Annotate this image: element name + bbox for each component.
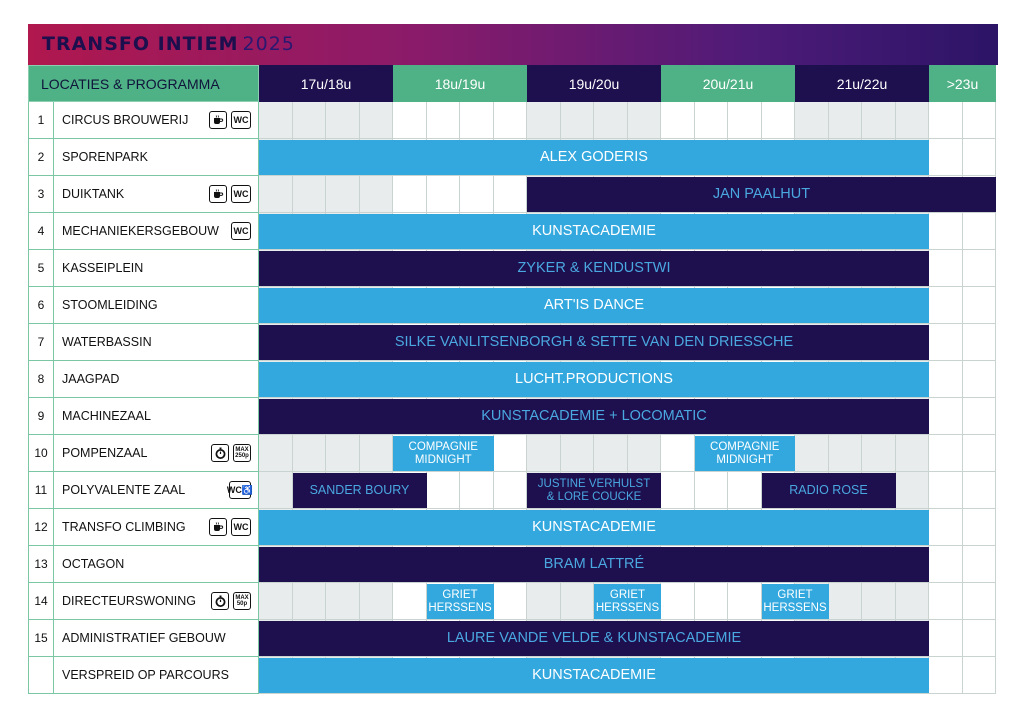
time-cell (963, 583, 997, 620)
time-cell (929, 324, 963, 361)
location-name (54, 324, 259, 361)
time-cell (494, 102, 528, 139)
event-title: KUNSTACADEMIE (532, 222, 656, 239)
time-cell (561, 102, 595, 139)
time-cell (561, 435, 595, 472)
time-cell (360, 102, 394, 139)
time-cell (963, 398, 997, 435)
row-number (28, 657, 54, 694)
event-block[interactable] (527, 177, 996, 212)
time-cell (795, 102, 829, 139)
facility-icons (209, 518, 251, 536)
time-cell (896, 583, 930, 620)
time-cell (259, 472, 293, 509)
time-cell (963, 324, 997, 361)
event-title: ZYKER & KENDUSTWI (517, 259, 671, 276)
time-cell (963, 213, 997, 250)
location-label: POMPENZAAL (62, 446, 148, 460)
location-label: KASSEIPLEIN (62, 261, 144, 275)
location-label: TRANSFO CLIMBING (62, 520, 186, 534)
time-cell (929, 139, 963, 176)
event-block[interactable] (259, 547, 929, 582)
facility-icons (209, 111, 251, 129)
facility-icons (209, 185, 251, 203)
time-cell (561, 583, 595, 620)
row-number: 15 (28, 620, 54, 657)
time-cell (963, 102, 997, 139)
time-cell (527, 435, 561, 472)
location-name (54, 250, 259, 287)
time-cell (494, 176, 528, 213)
event-title: GRIET HERSSENS (428, 589, 492, 614)
row-number: 12 (28, 509, 54, 546)
time-cell (594, 102, 628, 139)
location-label: CIRCUS BROUWERIJ (62, 113, 189, 127)
event-block[interactable] (259, 251, 929, 286)
time-cell (695, 472, 729, 509)
coffee-cup-icon (209, 518, 227, 536)
location-label: POLYVALENTE ZAAL (62, 483, 186, 497)
time-cell (427, 176, 461, 213)
row-number: 2 (28, 139, 54, 176)
time-cell (963, 546, 997, 583)
facility-icons (231, 222, 251, 240)
time-cell (929, 287, 963, 324)
row-number: 3 (28, 176, 54, 213)
time-cell (963, 250, 997, 287)
time-cell (963, 361, 997, 398)
locations-header: LOCATIES & PROGRAMMA (28, 65, 259, 102)
time-cell (963, 287, 997, 324)
wc-icon: WC (231, 185, 251, 203)
time-slot-header: 17u/18u (259, 65, 393, 102)
time-cell (393, 583, 427, 620)
time-cell (259, 176, 293, 213)
time-cell (963, 435, 997, 472)
wc-accessible-icon: WC♿ (229, 481, 251, 499)
time-cell (695, 583, 729, 620)
event-title: KUNSTACADEMIE (532, 666, 656, 683)
time-cell (293, 176, 327, 213)
event-title: BRAM LATTRÉ (543, 555, 645, 572)
location-name (54, 361, 259, 398)
time-cell (293, 435, 327, 472)
time-cell (628, 102, 662, 139)
row-number: 8 (28, 361, 54, 398)
wc-icon: WC (231, 518, 251, 536)
time-cell (963, 472, 997, 509)
location-name (54, 102, 259, 139)
time-cell (393, 176, 427, 213)
event-block[interactable] (259, 621, 929, 656)
event-title: ART'IS DANCE (544, 296, 644, 313)
time-cell (427, 102, 461, 139)
time-cell (929, 620, 963, 657)
time-cell (695, 102, 729, 139)
facility-icons (226, 481, 254, 499)
time-cell (661, 435, 695, 472)
event-block[interactable] (259, 658, 929, 693)
event-block[interactable] (259, 399, 929, 434)
row-number: 5 (28, 250, 54, 287)
time-cell (795, 435, 829, 472)
location-name (54, 657, 259, 694)
time-cell (661, 472, 695, 509)
time-cell (360, 435, 394, 472)
time-cell (326, 583, 360, 620)
time-cell (829, 102, 863, 139)
wc-icon: WC (231, 111, 251, 129)
row-number: 11 (28, 472, 54, 509)
time-slot-header: 20u/21u (661, 65, 795, 102)
time-slot-header: 19u/20u (527, 65, 661, 102)
time-cell (829, 583, 863, 620)
stopwatch-icon (211, 444, 229, 462)
event-block[interactable] (293, 473, 427, 508)
time-cell (259, 102, 293, 139)
location-name (54, 287, 259, 324)
location-name (54, 435, 259, 472)
time-cell (862, 435, 896, 472)
location-label: JAAGPAD (62, 372, 120, 386)
time-cell (862, 583, 896, 620)
event-title: GRIET HERSSENS (595, 589, 660, 614)
event-block[interactable] (427, 584, 494, 619)
location-label: DIRECTEURSWONING (62, 594, 197, 608)
location-name (54, 509, 259, 546)
time-cell (427, 472, 461, 509)
max-capacity-50-icon: MAX 50p (233, 592, 251, 610)
location-label: STOOMLEIDING (62, 298, 158, 312)
event-block[interactable] (762, 473, 896, 508)
location-name (54, 176, 259, 213)
event-title: GRIET HERSSENS (763, 589, 827, 614)
wc-icon: WC (231, 222, 251, 240)
location-name (54, 139, 259, 176)
event-title: LAURE VANDE VELDE & KUNSTACADEMIE (446, 629, 742, 646)
time-cell (259, 583, 293, 620)
time-cell (829, 435, 863, 472)
time-cell (896, 435, 930, 472)
time-cell (929, 361, 963, 398)
location-name (54, 213, 259, 250)
time-cell (929, 250, 963, 287)
header-banner (28, 24, 998, 65)
row-number: 6 (28, 287, 54, 324)
time-slot-header: 18u/19u (393, 65, 527, 102)
time-cell (929, 509, 963, 546)
schedule-grid (28, 65, 998, 695)
coffee-cup-icon (209, 185, 227, 203)
event-block[interactable] (594, 584, 661, 619)
time-cell (259, 435, 293, 472)
time-cell (326, 176, 360, 213)
event-block[interactable] (695, 436, 796, 471)
row-number: 7 (28, 324, 54, 361)
event-title: ALEX GODERIS (540, 148, 648, 165)
location-label: WATERBASSIN (62, 335, 152, 349)
max-capacity-250-icon: MAX 250p (233, 444, 251, 462)
location-label: MACHINEZAAL (62, 409, 151, 423)
event-title: KUNSTACADEMIE + LOCOMATIC (481, 407, 707, 424)
location-name (54, 620, 259, 657)
time-cell (929, 546, 963, 583)
time-cell (360, 176, 394, 213)
time-slot-header: >23u (929, 65, 996, 102)
location-label: MECHANIEKERSGEBOUW (62, 224, 219, 238)
time-cell (360, 583, 394, 620)
time-cell (963, 657, 997, 694)
location-name (54, 583, 259, 620)
event-block[interactable] (259, 140, 929, 175)
row-number: 14 (28, 583, 54, 620)
time-slot-header: 21u/22u (795, 65, 929, 102)
row-number: 10 (28, 435, 54, 472)
location-label: SPORENPARK (62, 150, 148, 164)
event-title: KUNSTACADEMIE (532, 518, 656, 535)
time-cell (963, 139, 997, 176)
time-cell (929, 472, 963, 509)
location-name (54, 546, 259, 583)
event-title: JAN PAALHUT (712, 185, 811, 202)
time-cell (963, 620, 997, 657)
row-number: 1 (28, 102, 54, 139)
row-number: 4 (28, 213, 54, 250)
time-cell (393, 102, 427, 139)
facility-icons (211, 444, 251, 462)
time-cell (661, 583, 695, 620)
location-name (54, 472, 259, 509)
event-block[interactable] (762, 584, 829, 619)
event-block[interactable] (259, 288, 929, 323)
coffee-cup-icon (209, 111, 227, 129)
time-cell (628, 435, 662, 472)
time-cell (963, 509, 997, 546)
time-cell (929, 583, 963, 620)
time-cell (661, 102, 695, 139)
time-cell (728, 583, 762, 620)
location-label: DUIKTANK (62, 187, 125, 201)
facility-icons (211, 592, 251, 610)
time-cell (494, 435, 528, 472)
time-cell (762, 102, 796, 139)
row-number: 13 (28, 546, 54, 583)
event-block[interactable] (259, 325, 929, 360)
time-cell (527, 583, 561, 620)
event-title: JUSTINE VERHULST & LORE COUCKE (537, 478, 651, 503)
time-cell (494, 583, 528, 620)
event-block[interactable] (259, 362, 929, 397)
event-block[interactable] (259, 510, 929, 545)
time-cell (460, 102, 494, 139)
event-title: RADIO ROSE (789, 482, 868, 497)
event-title: COMPAGNIE MIDNIGHT (408, 441, 478, 466)
time-cell (494, 472, 528, 509)
time-cell (929, 102, 963, 139)
event-title: SANDER BOURY (309, 482, 410, 497)
event-title: LUCHT.PRODUCTIONS (515, 370, 673, 387)
event-block[interactable] (527, 473, 661, 508)
row-number: 9 (28, 398, 54, 435)
event-title: SILKE VANLITSENBORGH & SETTE VAN DEN DRIESSCHE (394, 333, 794, 350)
event-title: COMPAGNIE MIDNIGHT (710, 441, 780, 466)
location-name (54, 398, 259, 435)
event-block[interactable] (259, 214, 929, 249)
time-cell (728, 102, 762, 139)
time-cell (293, 102, 327, 139)
festival-name: TRANSFO INTIEM (42, 33, 239, 55)
time-cell (728, 472, 762, 509)
time-cell (862, 102, 896, 139)
time-cell (326, 435, 360, 472)
time-cell (326, 102, 360, 139)
location-label: VERSPREID OP PARCOURS (62, 668, 229, 682)
location-label: OCTAGON (62, 557, 125, 571)
time-cell (929, 657, 963, 694)
schedule-frame (28, 24, 998, 695)
event-block[interactable] (393, 436, 494, 471)
time-cell (293, 583, 327, 620)
time-cell (594, 435, 628, 472)
time-cell (896, 102, 930, 139)
festival-title (42, 33, 295, 55)
time-cell (929, 398, 963, 435)
time-cell (460, 176, 494, 213)
time-cell (527, 102, 561, 139)
location-label: ADMINISTRATIEF GEBOUW (62, 631, 226, 645)
time-cell (460, 472, 494, 509)
time-cell (929, 435, 963, 472)
stopwatch-icon (211, 592, 229, 610)
time-cell (896, 472, 930, 509)
time-cell (929, 213, 963, 250)
festival-year: 2025 (242, 33, 295, 55)
